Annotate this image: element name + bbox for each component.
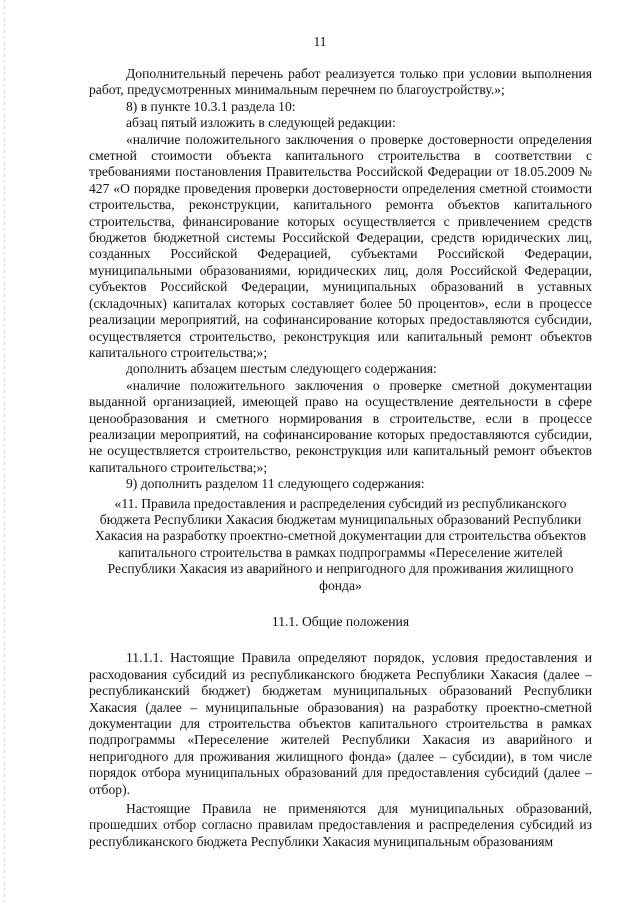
paragraph-11-1-1: 11.1.1. Настоящие Правила определяют порядок, условия предоставления и расходования субсидий из республиканского бюджета Республики Хакасия (далее – республиканский бюджет) бюджетам муниципальных образований Республики Хакасия (далее – муниципальные образования) на разработку проектно-сметной документации для строительства объектов капитального строительства в рамках подпрограммы «Переселение жителей Республики Хакасия из аварийного и непригодного для проживания жилищного фонда» (далее – субсидии), в том числе порядок отбора муниципальных образований для предоставления субсидий (далее – отбор). bbox=[89, 650, 592, 797]
paragraph-abzac-five: абзац пятый изложить в следующей редакции: bbox=[126, 115, 396, 131]
page-number: 11 bbox=[313, 34, 327, 49]
paragraph-abzac-six: дополнить абзацем шестым следующего содержания: bbox=[126, 361, 437, 377]
section-title: «11. Правила предоставления и распределения субсидий из республиканского бюджета Республики Хакасия бюджетам муниципальных образований Республики Хакасия на разработку проектно-сметной документации для строительства объектов капитального строительства в рамках подпрограммы «Переселение жителей Республики Хакасия из аварийного и непригодного для проживания жилищного фонда» bbox=[94, 495, 587, 593]
paragraph-item-9: 9) дополнить разделом 11 следующего содержания: bbox=[126, 476, 425, 492]
document-body bbox=[89, 66, 592, 850]
paragraph-rules-not-applied: Настоящие Правила не применяются для муниципальных образований, прошедших отбор согласно правилам предоставления и распределения субсидий из республиканского бюджета Республики Хакасия муниципальным образованиям bbox=[89, 801, 592, 849]
subsection-title: 11.1. Общие положения bbox=[271, 614, 410, 629]
paragraph-quote-estimate-review: «наличие положительного заключения о проверке достоверности определения сметной стоимости объекта капитального строительства в соответствии с требованиями постановления Правительства Российской Федерации от 18.05.2009 № 427 «О порядке проведения проверки достоверности определения сметной стоимости строительства, реконструкции, капитального ремонта объектов капитального строительства, финансирование которых осуществляется с привлечением средств бюджетов бюджетной системы Российской Федерации, средств юридических лиц, созданных Российской Федерацией, субъектами Российской Федерации, муниципальными образованиями, юридических лиц, доля Российской Федерации, субъектов Российской Федерации, муниципальных образований в уставных (складочных) капиталах которых составляет более 50 процентов», если в процессе реализации мероприятий, на софинансирование которых предоставляются субсидии, осуществляется строительство, реконструкция или капитальный ремонт объектов капитального строительства;»; bbox=[89, 131, 592, 360]
scan-edge-marks bbox=[4, 0, 5, 905]
paragraph-additional-works: Дополнительный перечень работ реализуется только при условии выполнения работ, предусмотренных минимальным перечнем по благоустройству.»; bbox=[89, 66, 592, 98]
paragraph-quote-estimate-documentation: «наличие положительного заключения о проверке сметной документации выданной организацией, имеющей право на осуществление деятельности в сфере ценообразования и сметного нормирования в строительстве, если в процессе реализации мероприятий, на софинансирование которых предоставляются субсидии, не осуществляется строительство, реконструкция или капитальный ремонт объектов капитального строительства;»; bbox=[89, 377, 592, 475]
paragraph-item-8: 8) в пункте 10.3.1 раздела 10: bbox=[126, 98, 296, 114]
